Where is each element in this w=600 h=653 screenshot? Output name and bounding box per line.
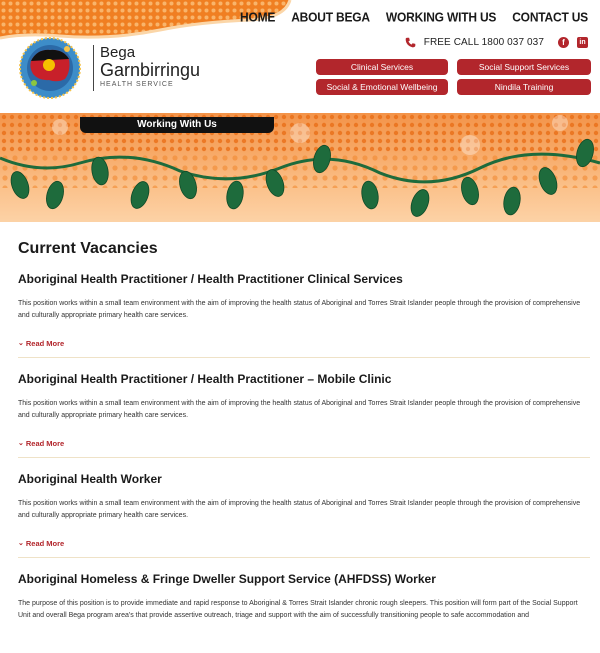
social-emotional-wellbeing-button[interactable]: Social & Emotional Wellbeing xyxy=(316,79,448,95)
page-title: Current Vacancies xyxy=(18,240,158,257)
vacancy-description: This position works within a small team environment with the aim of improving the health status of Aboriginal and Torres Strait Islander people through the provision of comprehensive and culturally appropriate primary health care services. xyxy=(18,300,581,319)
chevron-down-icon: ⌄ xyxy=(18,440,24,447)
logo-emblem-icon xyxy=(17,37,85,99)
read-more-label: Read More xyxy=(25,438,65,448)
contact-bar xyxy=(405,37,588,48)
vacancy-title[interactable]: Aboriginal Health Practitioner / Health Practitioner Clinical Services xyxy=(18,272,403,286)
vacancy-item xyxy=(18,272,590,358)
vacancy-item xyxy=(18,372,590,458)
nav-working-with-us[interactable]: WORKING WITH US xyxy=(385,9,497,25)
logo-line-health-service: HEALTH SERVICE xyxy=(100,81,174,88)
social-support-services-button[interactable]: Social Support Services xyxy=(457,59,591,75)
linkedin-icon[interactable] xyxy=(577,37,588,48)
vacancies-section xyxy=(18,240,590,653)
site-logo[interactable] xyxy=(17,37,200,99)
page-banner-title: Working With Us xyxy=(80,117,274,133)
read-more-label: Read More xyxy=(25,338,65,348)
nindila-training-button[interactable]: Nindila Training xyxy=(457,79,591,95)
read-more-button[interactable] xyxy=(18,439,64,448)
vacancy-description: This position works within a small team environment with the aim of improving the health status of Aboriginal and Torres Strait Islander people through the provision of comprehensive and culturally appropriate primary health care services. xyxy=(18,400,581,419)
chevron-down-icon: ⌄ xyxy=(18,540,24,547)
vacancy-item xyxy=(18,572,590,639)
linkedin-glyph: in xyxy=(579,39,586,46)
logo-wordmark xyxy=(93,45,200,91)
nav-about-bega[interactable]: ABOUT BEGA xyxy=(291,9,370,25)
nav-contact-us[interactable]: CONTACT US xyxy=(512,9,588,25)
facebook-glyph: f xyxy=(562,38,565,47)
read-more-label: Read More xyxy=(25,538,65,548)
vacancy-item xyxy=(18,472,590,558)
main-nav xyxy=(240,10,588,24)
free-call-number[interactable]: FREE CALL 1800 037 037 xyxy=(423,37,544,48)
logo-line-bega: Bega xyxy=(100,44,136,61)
site-header xyxy=(0,0,600,113)
read-more-button[interactable] xyxy=(18,339,64,348)
facebook-icon[interactable] xyxy=(558,37,569,48)
clinical-services-button[interactable]: Clinical Services xyxy=(316,59,448,75)
vacancy-title[interactable]: Aboriginal Health Practitioner / Health Practitioner – Mobile Clinic xyxy=(18,372,392,386)
chevron-down-icon: ⌄ xyxy=(18,340,24,347)
vacancy-description: This position works within a small team environment with the aim of improving the health status of Aboriginal and Torres Strait Islander people through the provision of comprehensive and culturally appropriate primary health care services. xyxy=(18,500,581,519)
vacancy-title[interactable]: Aboriginal Homeless & Fringe Dweller Support Service (AHFDSS) Worker xyxy=(18,572,436,586)
read-more-button[interactable] xyxy=(18,539,64,548)
vacancy-description: The purpose of this position is to provide immediate and rapid response to Aboriginal & Torres Strait Islander chronic rough sleepers. This position will form part of the Social Support Unit and overall Bega program area's that provide assertive outreach, triage and support with the aim of successfully transitioning people to safe accommodation and xyxy=(18,600,578,619)
vacancy-title[interactable]: Aboriginal Health Worker xyxy=(18,472,162,486)
phone-icon[interactable] xyxy=(405,37,416,48)
logo-line-garnbirringu: Garnbirringu xyxy=(100,60,201,80)
nav-home[interactable]: HOME xyxy=(240,9,276,25)
service-buttons xyxy=(316,59,591,95)
